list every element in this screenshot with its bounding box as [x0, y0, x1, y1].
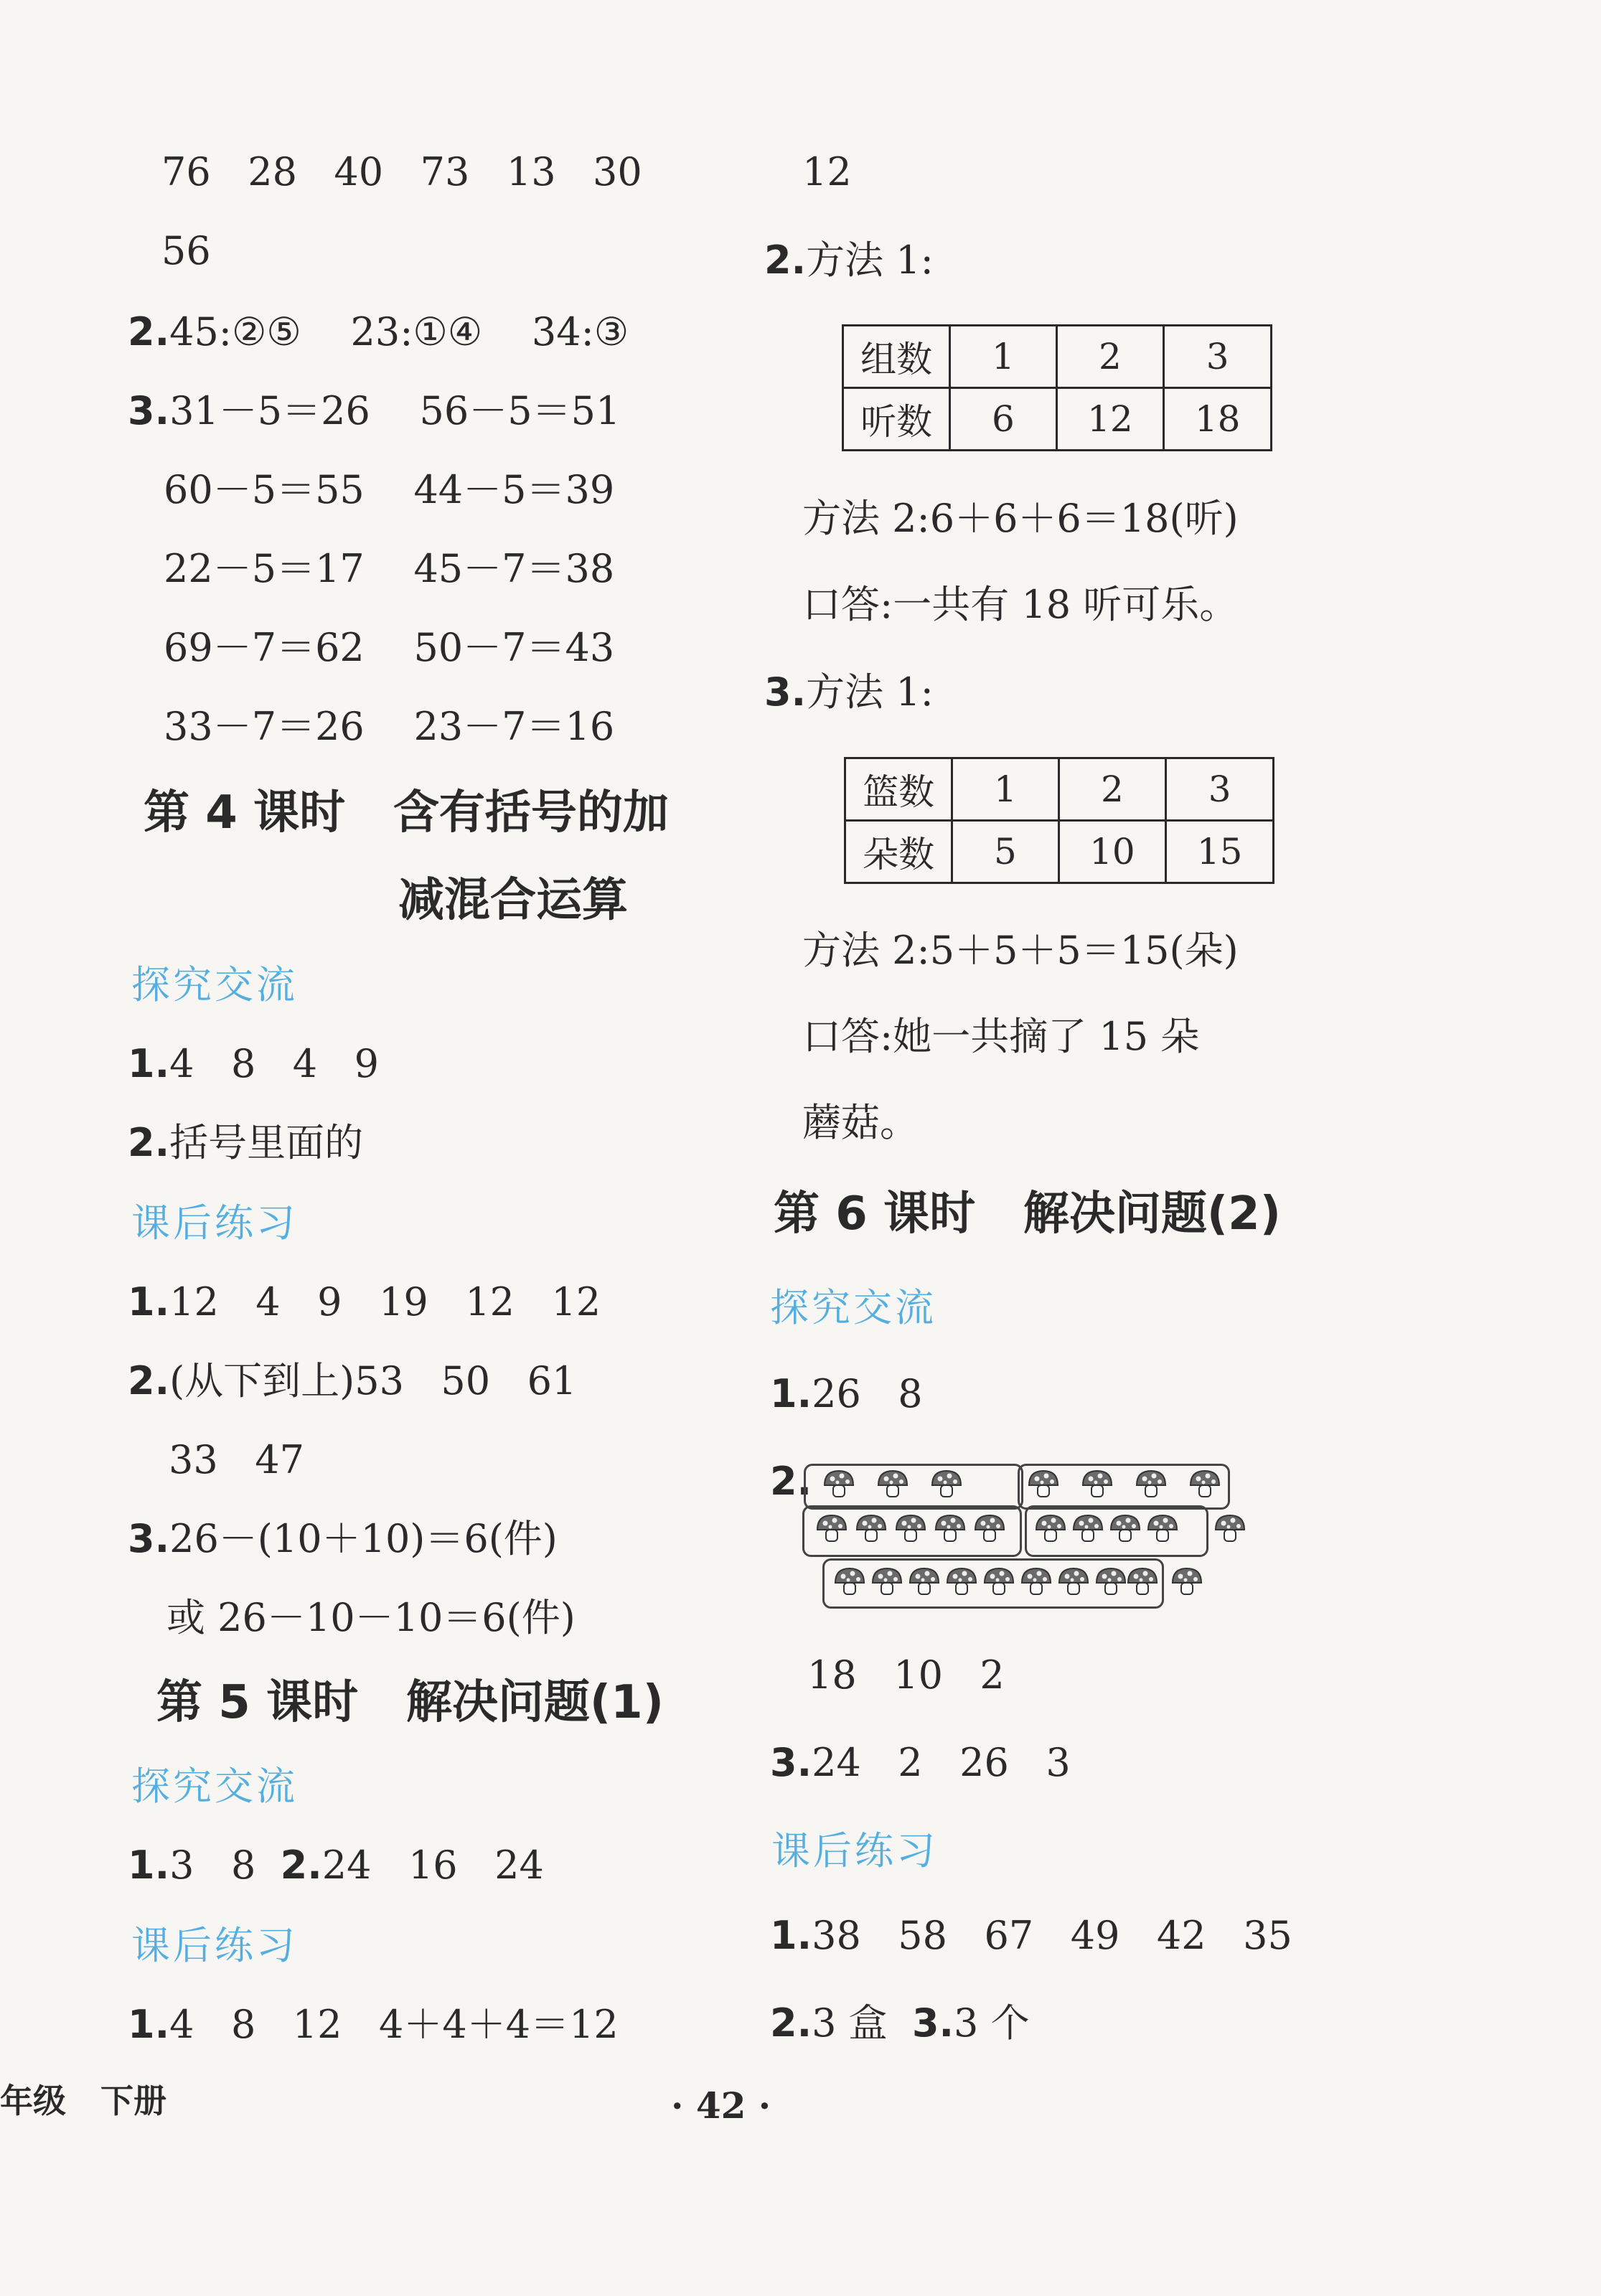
- item-number: 2.: [770, 2000, 812, 2046]
- section-heading: 课后练习: [131, 1200, 298, 1246]
- answer-line: 方法 2:5＋5＋5＝15(朵): [802, 928, 1239, 973]
- table-cell: 1: [952, 758, 1058, 821]
- mushroom-icon: [944, 1566, 979, 1597]
- item-number: 3.: [128, 1516, 170, 1561]
- mushroom-icon: [907, 1566, 942, 1597]
- answer-line: [764, 667, 934, 718]
- mushroom-icon: [822, 1468, 856, 1500]
- mushroom-icon: [1145, 1512, 1180, 1544]
- item-number: 1.: [128, 2002, 170, 2047]
- table-cell: 听数: [843, 388, 950, 451]
- answer-line: 18 10 2: [807, 1652, 1005, 1698]
- answer-text: 4 8 4 9: [169, 1041, 380, 1086]
- mushroom-icon: [929, 1468, 964, 1500]
- mushroom-icon: [1134, 1468, 1168, 1500]
- answer-line: [128, 1277, 601, 1327]
- item-number: 3.: [770, 1740, 812, 1785]
- item-number: 3.: [911, 2000, 954, 2046]
- item-number: 2.: [128, 1120, 170, 1165]
- answer-line: 方法 2:6＋6＋6＝18(听): [802, 496, 1239, 541]
- answer-table: [844, 757, 1274, 884]
- table-cell: 2: [1058, 758, 1166, 821]
- answer-line: [764, 235, 934, 286]
- mushroom-icon: [870, 1566, 904, 1597]
- answer-line: [770, 1369, 923, 1419]
- table-cell: 1: [950, 326, 1056, 388]
- mushroom-icon: [1019, 1566, 1053, 1597]
- table-cell: 6: [950, 388, 1056, 451]
- mushroom-icon: [1026, 1468, 1061, 1500]
- section-heading: 课后练习: [771, 1828, 938, 1873]
- answer-line: [128, 1356, 576, 1406]
- mushroom-icon: [1170, 1566, 1204, 1597]
- item-number: 3.: [128, 388, 170, 433]
- answer-line: 69－7＝62 50－7＝43: [164, 625, 615, 670]
- answer-line: 22－5＝17 45－7＝38: [164, 546, 615, 591]
- mushroom-icon: [1213, 1512, 1247, 1544]
- table-cell: 朵数: [845, 821, 952, 883]
- table-cell: 3: [1164, 326, 1272, 388]
- item-number: 2.: [280, 1843, 322, 1888]
- table-cell: 篮数: [845, 758, 952, 821]
- answer-text: 3 盒: [812, 2000, 912, 2046]
- answer-line: [128, 307, 629, 357]
- answer-text: 26 8: [812, 1371, 923, 1416]
- mushroom-icon: [1125, 1566, 1160, 1597]
- answer-line: 口答:她一共摘了 15 朵: [802, 1014, 1200, 1059]
- answer-line: [128, 1118, 363, 1168]
- lesson-title: 第 5 课时 解决问题(1): [156, 1676, 664, 1729]
- answer-line: [770, 1911, 1292, 1961]
- mushroom-icon: [814, 1512, 849, 1544]
- mushroom-icon: [1094, 1566, 1128, 1597]
- item-number: 2.: [128, 309, 170, 354]
- answer-text: 3 个: [954, 2000, 1030, 2046]
- section-heading: 探究交流: [770, 1285, 936, 1330]
- section-heading: 探究交流: [131, 1764, 298, 1809]
- section-heading: 课后练习: [131, 1923, 298, 1968]
- table-cell: 10: [1058, 821, 1166, 883]
- answer-line: 33－7＝26 23－7＝16: [164, 704, 615, 749]
- table-cell: 12: [1056, 388, 1164, 451]
- answer-line: 蘑菇。: [802, 1100, 919, 1145]
- mushroom-icon: [1033, 1512, 1068, 1544]
- answer-text: 括号里面的: [169, 1120, 364, 1165]
- table-cell: 15: [1166, 821, 1274, 883]
- page-number: · 42 ·: [671, 2084, 771, 2127]
- lesson-title: 减混合运算: [398, 874, 628, 927]
- answer-line: 56: [161, 228, 211, 273]
- answer-text: 38 58 67 49 42 35: [812, 1913, 1292, 1958]
- item-number: 2.: [764, 237, 807, 283]
- answer-line: 口答:一共有 18 听可乐。: [802, 582, 1239, 627]
- answer-text: 45:②⑤ 23:①④ 34:③: [169, 309, 629, 354]
- answer-line: 76 28 40 73 13 30: [161, 149, 642, 194]
- item-number: 1.: [128, 1843, 170, 1888]
- answer-text: 24 2 26 3: [812, 1740, 1071, 1785]
- mushroom-icon: [1071, 1512, 1105, 1544]
- answer-line: 12: [802, 149, 852, 194]
- mushroom-icon: [832, 1566, 867, 1597]
- mushroom-icon: [933, 1512, 967, 1544]
- answer-line: [128, 2000, 619, 2050]
- answer-text: 26－(10＋10)＝6(件): [169, 1516, 558, 1561]
- table-cell: 2: [1056, 326, 1164, 388]
- mushroom-icon: [982, 1566, 1016, 1597]
- answer-line: [128, 386, 620, 436]
- answer-line: [128, 1840, 544, 1891]
- item-number: 1.: [770, 1371, 812, 1416]
- answer-line: [128, 1039, 379, 1089]
- section-heading: 探究交流: [131, 962, 298, 1007]
- answer-line: [128, 1514, 558, 1564]
- answer-text: (从下到上)53 50 61: [169, 1358, 577, 1403]
- mushroom-icon: [893, 1512, 928, 1544]
- answer-text: 4 8 12 4＋4＋4＝12: [169, 2002, 619, 2047]
- mushroom-icon: [1080, 1468, 1114, 1500]
- mushroom-icon: [1056, 1566, 1091, 1597]
- answer-text: 31－5＝26 56－5＝51: [169, 388, 621, 433]
- mushroom-icon: [854, 1512, 888, 1544]
- item-number: 2.: [770, 1459, 812, 1504]
- item-number: 1.: [770, 1913, 812, 1958]
- item-number: 1.: [128, 1279, 170, 1325]
- mushroom-icon: [972, 1512, 1007, 1544]
- table-cell: 18: [1164, 388, 1272, 451]
- footer-grade: 年级 下册: [0, 2081, 167, 2120]
- answer-text: 12 4 9 19 12 12: [169, 1279, 601, 1325]
- answer-line: 33 47: [169, 1437, 304, 1482]
- lesson-title: 第 4 课时 含有括号的加: [144, 786, 669, 839]
- answer-line: 或 26－10－10＝6(件): [166, 1595, 576, 1640]
- answer-line: 60－5＝55 44－5＝39: [164, 467, 615, 512]
- answer-line: [770, 1998, 1030, 2048]
- mushroom-icon: [1108, 1512, 1142, 1544]
- answer-table: [842, 324, 1272, 451]
- table-cell: 3: [1166, 758, 1274, 821]
- table-cell: 5: [952, 821, 1058, 883]
- mushroom-icon: [875, 1468, 910, 1500]
- answer-text: 3 8: [169, 1843, 281, 1888]
- item-number: 2.: [128, 1358, 170, 1403]
- answer-text: 方法 1:: [806, 237, 934, 283]
- item-number: 1.: [128, 1041, 170, 1086]
- table-cell: 组数: [843, 326, 950, 388]
- answer-text: 24 16 24: [321, 1843, 544, 1888]
- mushroom-icon: [1188, 1468, 1222, 1500]
- item-number: 3.: [764, 669, 807, 715]
- answer-line: [770, 1738, 1071, 1788]
- lesson-title: 第 6 课时 解决问题(2): [774, 1187, 1281, 1241]
- answer-text: 方法 1:: [806, 669, 934, 715]
